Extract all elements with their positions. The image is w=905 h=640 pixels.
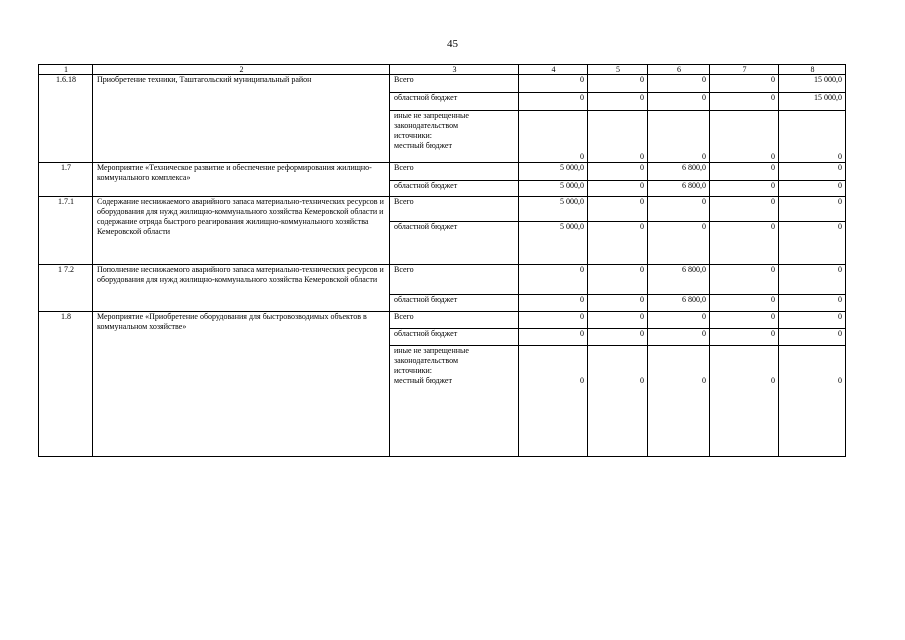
item-name: Приобретение техники, Таштагольский муниципальный район (93, 75, 390, 163)
value-cell: 0 (648, 222, 710, 265)
value-cell: 0 (648, 197, 710, 222)
column-header: 6 (648, 65, 710, 75)
table-row (39, 312, 846, 329)
value-cell: 0 (648, 346, 710, 457)
value-cell: 0 (710, 265, 779, 295)
column-header: 5 (588, 65, 648, 75)
value-cell: 0 (588, 346, 648, 457)
value-cell: 0 (648, 329, 710, 346)
value-cell: 0 (779, 163, 846, 181)
column-header: 7 (710, 65, 779, 75)
value-cell: 0 (710, 75, 779, 93)
item-code: 1.8 (39, 312, 93, 457)
funding-source: Всего (390, 265, 519, 295)
item-name: Содержание неснижаемого аварийного запаса материально-технических ресурсов и оборудования для нужд жилищно-коммунального хозяйства Кемеровской области и содержание отряда быстрого реагирования жилищно-коммунального хозяйства Кемеровской области (93, 197, 390, 265)
funding-source-line: источники: (394, 366, 432, 375)
value-cell: 0 (519, 75, 588, 93)
table-row (39, 75, 846, 93)
funding-source (390, 111, 519, 163)
funding-source: областной бюджет (390, 93, 519, 111)
value-cell: 6 800,0 (648, 163, 710, 181)
value-cell: 0 (648, 312, 710, 329)
value-cell: 5 000,0 (519, 163, 588, 181)
value-cell: 0 (588, 265, 648, 295)
page-number: 45 (447, 38, 458, 50)
value-cell: 0 (648, 93, 710, 111)
value-cell: 0 (779, 329, 846, 346)
funding-source (390, 346, 519, 457)
funding-source: Всего (390, 75, 519, 93)
funding-source-line: иные не запрещенные (394, 346, 469, 355)
value-cell: 6 800,0 (648, 295, 710, 312)
value-cell: 0 (519, 111, 588, 163)
item-name: Пополнение неснижаемого аварийного запаса материально-технических ресурсов и оборудования для нужд жилищно-коммунального хозяйства Кемеровской области (93, 265, 390, 312)
value-cell: 0 (519, 329, 588, 346)
value-cell: 0 (710, 346, 779, 457)
table-row (39, 265, 846, 295)
value-cell: 0 (588, 329, 648, 346)
item-code: 1.6.18 (39, 75, 93, 163)
column-header: 8 (779, 65, 846, 75)
item-name: Мероприятие «Техническое развитие и обеспечение реформирования жилищно-коммунального комплекса» (93, 163, 390, 197)
value-cell: 0 (519, 312, 588, 329)
value-cell: 0 (710, 312, 779, 329)
value-cell: 5 000,0 (519, 222, 588, 265)
value-cell: 6 800,0 (648, 265, 710, 295)
value-cell: 5 000,0 (519, 197, 588, 222)
column-header: 2 (93, 65, 390, 75)
value-cell: 0 (779, 265, 846, 295)
column-header: 3 (390, 65, 519, 75)
funding-source-line: иные не запрещенные (394, 111, 469, 120)
column-header: 1 (39, 65, 93, 75)
value-cell: 0 (779, 197, 846, 222)
table-row (39, 197, 846, 222)
value-cell: 0 (588, 111, 648, 163)
value-cell: 0 (710, 181, 779, 197)
value-cell: 0 (779, 312, 846, 329)
funding-source: областной бюджет (390, 295, 519, 312)
value-cell: 0 (779, 222, 846, 265)
funding-source: Всего (390, 197, 519, 222)
value-cell: 0 (710, 163, 779, 181)
value-cell: 6 800,0 (648, 181, 710, 197)
budget-table (38, 64, 846, 457)
column-header: 4 (519, 65, 588, 75)
value-cell: 0 (710, 197, 779, 222)
value-cell: 0 (710, 93, 779, 111)
value-cell: 0 (648, 111, 710, 163)
value-cell: 0 (519, 93, 588, 111)
value-cell: 0 (710, 111, 779, 163)
value-cell: 0 (779, 181, 846, 197)
value-cell: 15 000,0 (779, 93, 846, 111)
value-cell: 0 (710, 329, 779, 346)
item-code: 1 7.2 (39, 265, 93, 312)
value-cell: 0 (710, 295, 779, 312)
funding-source-line: законодательством (394, 356, 459, 365)
funding-source: Всего (390, 312, 519, 329)
value-cell: 0 (588, 163, 648, 181)
value-cell: 0 (710, 222, 779, 265)
value-cell: 0 (588, 181, 648, 197)
value-cell: 0 (519, 265, 588, 295)
value-cell: 0 (588, 222, 648, 265)
funding-source-line: законодательством (394, 121, 459, 130)
value-cell: 0 (588, 312, 648, 329)
item-code: 1.7.1 (39, 197, 93, 265)
funding-source: областной бюджет (390, 222, 519, 265)
funding-source: областной бюджет (390, 329, 519, 346)
value-cell: 0 (519, 295, 588, 312)
item-name: Мероприятие «Приобретение оборудования для быстровозводимых объектов в коммунальном хозяйстве» (93, 312, 390, 457)
funding-source-line: источники: (394, 131, 432, 140)
value-cell: 0 (779, 346, 846, 457)
funding-source: областной бюджет (390, 181, 519, 197)
value-cell: 0 (648, 75, 710, 93)
table-row (39, 163, 846, 181)
value-cell: 0 (519, 346, 588, 457)
value-cell: 5 000,0 (519, 181, 588, 197)
funding-source-line: местный бюджет (394, 376, 452, 385)
column-number-header (39, 65, 846, 75)
value-cell: 0 (588, 197, 648, 222)
value-cell: 0 (588, 93, 648, 111)
value-cell: 0 (779, 111, 846, 163)
value-cell: 0 (779, 295, 846, 312)
funding-source: Всего (390, 163, 519, 181)
value-cell: 15 000,0 (779, 75, 846, 93)
value-cell: 0 (588, 75, 648, 93)
funding-source-line: местный бюджет (394, 141, 452, 150)
value-cell: 0 (588, 295, 648, 312)
item-code: 1.7 (39, 163, 93, 197)
